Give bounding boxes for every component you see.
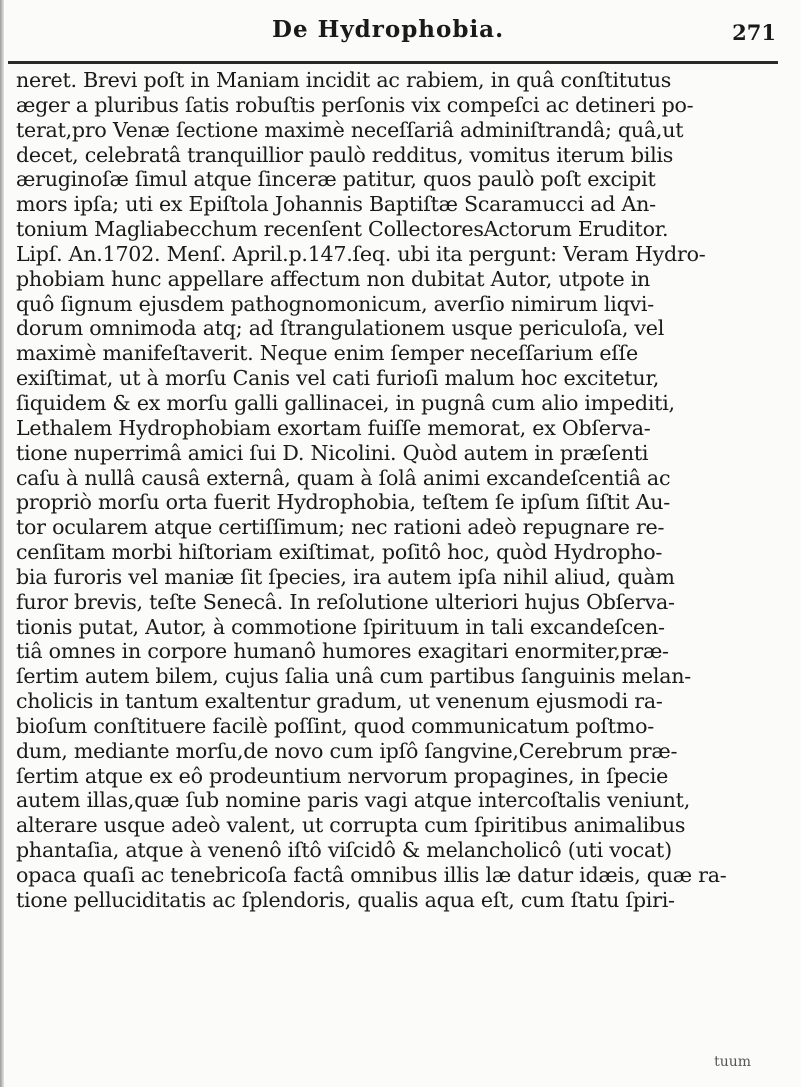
text-line: phantaſia, atque à venenô iſtô viſcidô & melancholicô (uti vocat) bbox=[16, 838, 672, 863]
text-line: quô ſignum ejusdem pathognomonicum, averſio nimirum liqvi- bbox=[16, 291, 654, 316]
text-line: maximè manifeſtaverit. Neque enim ſemper neceſſarium eſſe bbox=[16, 341, 638, 366]
text-line: tione pelluciditatis ac ſplendoris, qualis aqua eſt, cum ſtatu ſpiri- bbox=[16, 887, 675, 912]
text-line: Lipſ. An.1702. Menſ. April.p.147.ſeq. ubi ita pergunt: Veram Hydro- bbox=[16, 241, 706, 266]
text-line: alterare usque adeò valent, ut corrupta cum ſpiritibus animalibus bbox=[16, 813, 686, 838]
text-line: propriò morſu orta fuerit Hydrophobia, teſtem ſe ipſum ſiſtit Au- bbox=[16, 490, 670, 515]
text-line: autem illas,quæ ſub nomine paris vagi atque intercoſtalis veniunt, bbox=[16, 788, 691, 813]
text-line: neret. Brevi poſt in Maniam incidit ac rabiem, in quâ conſtitutus bbox=[16, 68, 672, 92]
catchword: tuum bbox=[714, 1054, 751, 1070]
header-rule bbox=[8, 61, 778, 64]
text-line: æruginoſæ ſimul atque ſinceræ patitur, quos paulò poſt excipit bbox=[16, 167, 656, 192]
text-line: cholicis in tantum exaltentur gradum, ut venenum ejusmodi ra- bbox=[16, 689, 663, 714]
text-line: mors ipſa; uti ex Epiſtola Johannis Baptiſtæ Scaramucci ad An- bbox=[16, 192, 656, 217]
text-line: Lethalem Hydrophobiam exortam fuiſſe memorat, ex Obſerva- bbox=[16, 415, 651, 440]
text-line: opaca quaſi ac tenebricoſa factâ omnibus illis læ datur idæis, quæ ra- bbox=[16, 863, 727, 887]
body-text bbox=[16, 68, 782, 913]
text-line: cenſitam morbi hiſtoriam exiſtimat, poſitô hoc, quòd Hydropho- bbox=[16, 540, 663, 565]
text-line: decet, celebratâ tranquillior paulò redditus, vomitus iterum bilis bbox=[16, 142, 674, 167]
text-line: tonium Magliabecchum recenſent CollectoresActorum Eruditor. bbox=[16, 217, 669, 242]
page-gutter-shadow bbox=[0, 0, 4, 1087]
text-line: ſiquidem & ex morſu galli gallinacei, in pugnâ cum alio impediti, bbox=[16, 390, 675, 415]
text-line: dum, mediante morſu,de novo cum ipſô ſangvine,Cerebrum præ- bbox=[16, 738, 678, 763]
running-head: De Hydrophobia. bbox=[272, 16, 505, 43]
text-line: caſu à nullâ causâ externâ, quam à ſolâ animi excandeſcentiâ ac bbox=[16, 465, 671, 490]
text-line: tione nuperrimâ amici ſui D. Nicolini. Quòd autem in præſenti bbox=[16, 440, 649, 465]
text-line: ſertim autem bilem, cujus ſalia unâ cum partibus ſanguinis melan- bbox=[16, 664, 691, 689]
page-header bbox=[20, 14, 780, 54]
text-line: bia furoris vel maniæ ſit ſpecies, ira autem ipſa nihil aliud, quàm bbox=[16, 564, 675, 589]
text-line: æger a pluribus ſatis robuſtis perſonis vix compeſci ac detineri po- bbox=[16, 92, 694, 117]
text-line: terat,pro Venæ ſectione maximè neceſſariâ adminiſtrandâ; quâ,ut bbox=[16, 117, 684, 142]
text-line: bioſum conſtituere facilè poſſint, quod communicatum poſtmo- bbox=[16, 713, 654, 738]
text-line: phobiam hunc appellare affectum non dubitat Autor, utpote in bbox=[16, 266, 651, 291]
text-line: tionis putat, Autor, à commotione ſpirituum in tali excandeſcen- bbox=[16, 614, 665, 639]
text-line: dorum omnimoda atq; ad ſtrangulationem usque periculoſa, vel bbox=[16, 316, 665, 341]
text-line: tor ocularem atque certiſſimum; nec rationi adeò repugnare re- bbox=[16, 515, 665, 540]
text-line: tiâ omnes in corpore humanô humores exagitari enormiter,præ- bbox=[16, 639, 669, 664]
page-number: 271 bbox=[732, 20, 776, 45]
text-line: exiſtimat, ut à morſu Canis vel cati furioſi malum hoc excitetur, bbox=[16, 366, 660, 391]
text-line: furor brevis, teſte Senecâ. In reſolutione ulteriori hujus Obſerva- bbox=[16, 589, 675, 614]
text-line: ſertim atque ex eô prodeuntium nervorum propagines, in ſpecie bbox=[16, 763, 669, 788]
